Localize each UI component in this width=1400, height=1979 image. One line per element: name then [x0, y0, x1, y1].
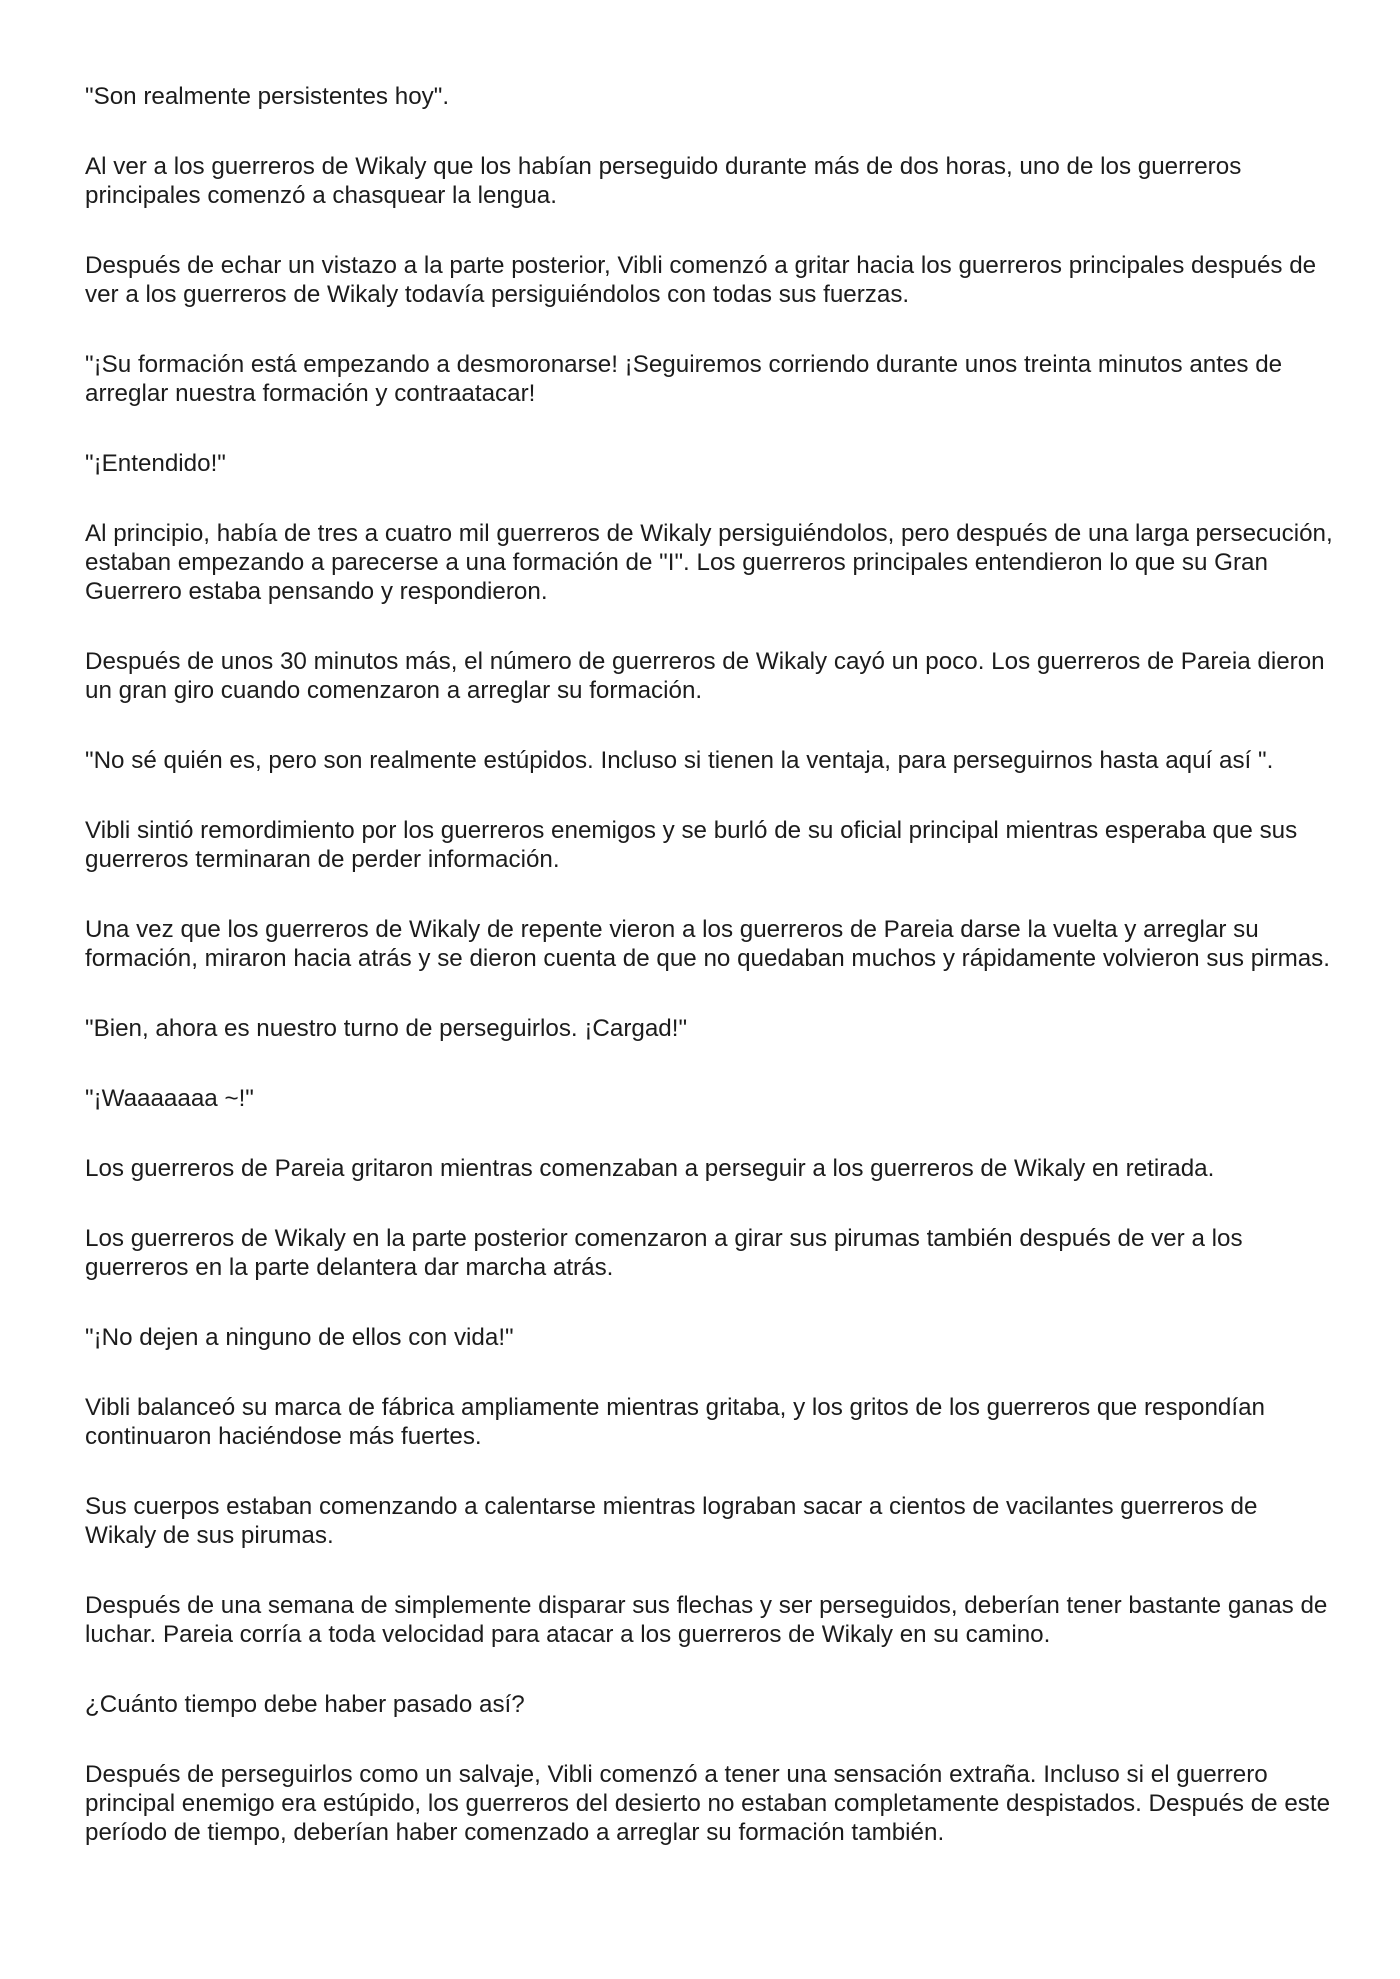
- paragraph: "Son realmente persistentes hoy".: [85, 83, 450, 110]
- paragraph: "¡Entendido!": [85, 450, 226, 477]
- paragraph: "¡No dejen a ninguno de ellos con vida!": [85, 1324, 514, 1351]
- paragraph: Una vez que los guerreros de Wikaly de repente vieron a los guerreros de Pareia darse la vuelta y arreglar su formación, miraron hacia atrás y se dieron cuenta de que no quedaban muchos y rápidamente volvieron sus pirmas.: [85, 916, 1330, 972]
- paragraph: Después de perseguirlos como un salvaje, Vibli comenzó a tener una sensación extraña. Incluso si el guerrero principal enemigo era estúpido, los guerreros del desierto no estaban completamente despistados. Después de este período de tiempo, deberían haber comenzado a arreglar su formación también.: [85, 1761, 1331, 1846]
- paragraph: Vibli sintió remordimiento por los guerreros enemigos y se burló de su oficial principal mientras esperaba que sus guerreros terminaran de perder información.: [85, 817, 1298, 873]
- paragraph: "Bien, ahora es nuestro turno de perseguirlos. ¡Cargad!": [85, 1015, 688, 1042]
- paragraph: Después de una semana de simplemente disparar sus flechas y ser perseguidos, deberían tener bastante ganas de luchar. Pareia corría a toda velocidad para atacar a los guerreros de Wikaly en su camino.: [85, 1592, 1328, 1648]
- paragraph: Vibli balanceó su marca de fábrica ampliamente mientras gritaba, y los gritos de los guerreros que respondían continuaron haciéndose más fuertes.: [85, 1394, 1266, 1450]
- paragraph: Al ver a los guerreros de Wikaly que los habían perseguido durante más de dos horas, uno de los guerreros principales comenzó a chasquear la lengua.: [85, 153, 1242, 209]
- paragraph: ¿Cuánto tiempo debe haber pasado así?: [85, 1691, 525, 1718]
- paragraph: "¡Waaaaaaa ~!": [85, 1085, 254, 1112]
- paragraph: "No sé quién es, pero son realmente estúpidos. Incluso si tienen la ventaja, para perseguirnos hasta aquí así ".: [85, 747, 1274, 774]
- paragraph: Después de unos 30 minutos más, el número de guerreros de Wikaly cayó un poco. Los guerreros de Pareia dieron un gran giro cuando comenzaron a arreglar su formación.: [85, 648, 1325, 704]
- document-page: [85, 82, 1335, 1847]
- paragraph: Al principio, había de tres a cuatro mil guerreros de Wikaly persiguiéndolos, pero después de una larga persecución, estaban empezando a parecerse a una formación de "I". Los guerreros principales entendieron lo que su Gran Guerrero estaba pensando y respondieron.: [85, 520, 1333, 605]
- paragraph: Después de echar un vistazo a la parte posterior, Vibli comenzó a gritar hacia los guerreros principales después de ver a los guerreros de Wikaly todavía persiguiéndolos con todas sus fuerzas.: [85, 252, 1317, 308]
- paragraph: Sus cuerpos estaban comenzando a calentarse mientras lograban sacar a cientos de vacilantes guerreros de Wikaly de sus pirumas.: [85, 1493, 1258, 1549]
- paragraph: Los guerreros de Wikaly en la parte posterior comenzaron a girar sus pirumas también después de ver a los guerreros en la parte delantera dar marcha atrás.: [85, 1225, 1243, 1281]
- paragraph: "¡Su formación está empezando a desmoronarse! ¡Seguiremos corriendo durante unos treinta minutos antes de arreglar nuestra formación y contraatacar!: [85, 351, 1283, 407]
- paragraph: Los guerreros de Pareia gritaron mientras comenzaban a perseguir a los guerreros de Wikaly en retirada.: [85, 1155, 1215, 1182]
